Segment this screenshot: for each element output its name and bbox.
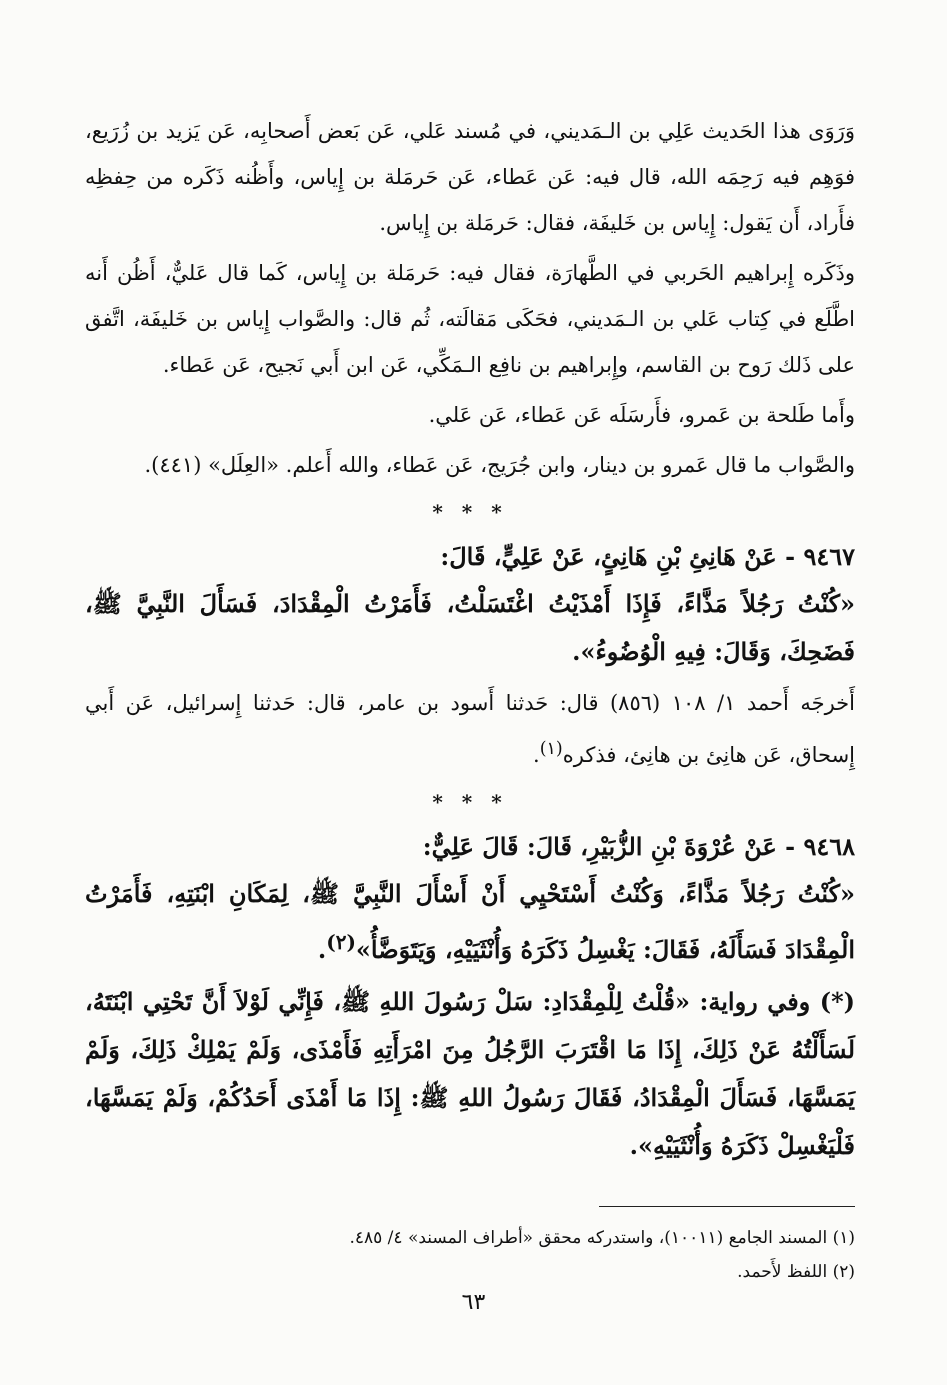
footnote-2: (٢) اللفظ لأَحمد.	[737, 1262, 855, 1282]
hadith-alternate-riwaya: (*) وفي رواية: «قُلْتُ لِلْمِقْدَادِ: سَلْ رَسُولَ اللهِ ﷺ، فَإِنِّي لَوْلاَ أَنَّ تَحْتِي ابْنَتَهُ، لَسَأَلْتُهُ عَنْ ذَلِكَ، إِذَا مَا اقْتَرَبَ الرَّجُلُ مِنَ امْرَأَتِهِ فَأَمْذَى، وَلَمْ يَمْلِكْ ذَلِكَ، وَلَمْ يَمَسَّهَا، فَسَأَلَ الْمِقْدَادُ، فَقَالَ رَسُولُ اللهِ ﷺ: إِذَا مَا أَمْذَى أَحَدُكُمْ، وَلَمْ يَمَسَّهَا، فَلْيَغْسِلْ ذَكَرَهُ وَأُنْثَيَيْهِ».	[85, 987, 856, 1160]
paragraph-talha-ibn-amr: وأَما طَلحة بن عَمرو، فأَرسَلَه عَن عَطاء، عَن عَلي.	[428, 403, 855, 427]
paragraph-sawab-ilal: والصَّواب ما قال عَمرو بن دينار، وابن جُرَيج، عَن عَطاء، والله أَعلم. «العِلَل» (٤٤١).	[144, 453, 855, 477]
hadith-heading	[85, 824, 855, 870]
hadith-isnad: - عَنْ هَانِئِ بْنِ هَانِئٍ، عَنْ عَلِيٍّ، قَالَ:	[440, 542, 796, 571]
hadith-takhrij: أَخرجَه أَحمد ١/ ١٠٨ (٨٥٦) قال: حَدثنا أَسود بن عامر، قال: حَدثنا إِسرائيل، عَن أَبي إِسحاق، عَن هانِئ بن هانِئ، فذكره$^{(١)}$.	[85, 691, 855, 767]
hadith-matn: «كُنْتُ رَجُلاً مَذَّاءً، وَكُنْتُ أَسْتَحْيِي أَنْ أَسْأَلَ النَّبِيَّ ﷺ، لِمَكَانِ ابْنَتِهِ، فَأَمَرْتُ الْمِقْدَادَ فَسَأَلَهُ، فَقَالَ: يَغْسِلُ ذَكَرَهُ وَأُنْثَيَيْهِ، وَيَتَوَضَّأُ»$^{(٢)}$.	[85, 879, 855, 964]
hadith-isnad: - عَنْ عُرْوَةَ بْنِ الزُّبَيْرِ، قَالَ: قَالَ عَلِيٌّ:	[422, 832, 796, 861]
page-number: ٦٣	[461, 1290, 486, 1315]
hadith-9467	[85, 534, 855, 778]
footnote-1: (١) المسند الجامع (١٠٠١١)، واستدركه محقق «أطراف المسند» ٤/ ٤٨٥.	[349, 1228, 855, 1248]
paragraph-riwaya-ali-madini: وَرَوَى هذا الحَديث عَلِي بن الـمَديني، في مُسند عَلي، عَن بَعض أَصحابِه، عَن يَزيد بن زُرَيع، فوَهِم فيه رَحِمَه الله، قال فيه: عَن عَطاء، عَن حَرمَلة بن إِياس، وأَظُنه ذَكَره من حِفظِه فأَراد، أَن يَقول: إِياس بن خَليفَة، فقال: حَرمَلة بن إِياس.	[85, 119, 855, 235]
section-separator: * * *	[432, 790, 508, 814]
hadith-number: ٩٤٦٨	[803, 832, 855, 861]
matn-text: «كُنْتُ رَجُلاً مَذَّاءً، وَكُنْتُ أَسْتَحْيِي أَنْ أَسْأَلَ النَّبِيَّ ﷺ، لِمَكَانِ ابْنَتِهِ، فَأَمَرْتُ الْمِقْدَادَ فَسَأَلَهُ، فَقَالَ: يَغْسِلُ ذَكَرَهُ وَأُنْثَيَيْهِ، وَيَتَوَضَّأُ»	[85, 879, 855, 964]
hadith-matn: «كُنْتُ رَجُلاً مَذَّاءً، فَإِذَا أَمْذَيْتُ اغْتَسَلْتُ، فَأَمَرْتُ الْمِقْدَادَ، فَسَأَلَ النَّبِيَّ ﷺ، فَضَحِكَ، وَقَالَ: فِيهِ الْوُضُوءُ».	[85, 589, 855, 666]
footnote-ref: (٢)	[326, 930, 356, 954]
hadith-9468	[85, 824, 855, 1170]
paragraph-ibrahim-harbi: وذَكَره إِبراهيم الحَربي في الطَّهارَة، فقال فيه: حَرمَلة بن إِياس، كَما قال عَليٌّ، أَظُن أَنه اطَّلَع في كِتاب عَلي بن الـمَديني، فحَكَى مَقالَته، ثُم قال: والصَّواب إِياس بن خَليفَة، اتَّفق على ذَلك رَوح بن القاسم، وإِبراهيم بن نافِع الـمَكِّي، عَن ابن أَبي نَجيح، عَن عَطاء.	[85, 261, 855, 377]
hadith-number: ٩٤٦٧	[803, 542, 855, 571]
footnote-ref: (١)	[539, 739, 563, 759]
section-separator: * * *	[432, 500, 508, 524]
footnote-divider	[599, 1206, 855, 1207]
hadith-heading	[85, 534, 855, 580]
takhrij-text: أَخرجَه أَحمد ١/ ١٠٨ (٨٥٦) قال: حَدثنا أَسود بن عامر، قال: حَدثنا إِسرائيل، عَن أَبي إِسحاق، عَن هانِئ بن هانِئ، فذكره	[85, 691, 855, 767]
